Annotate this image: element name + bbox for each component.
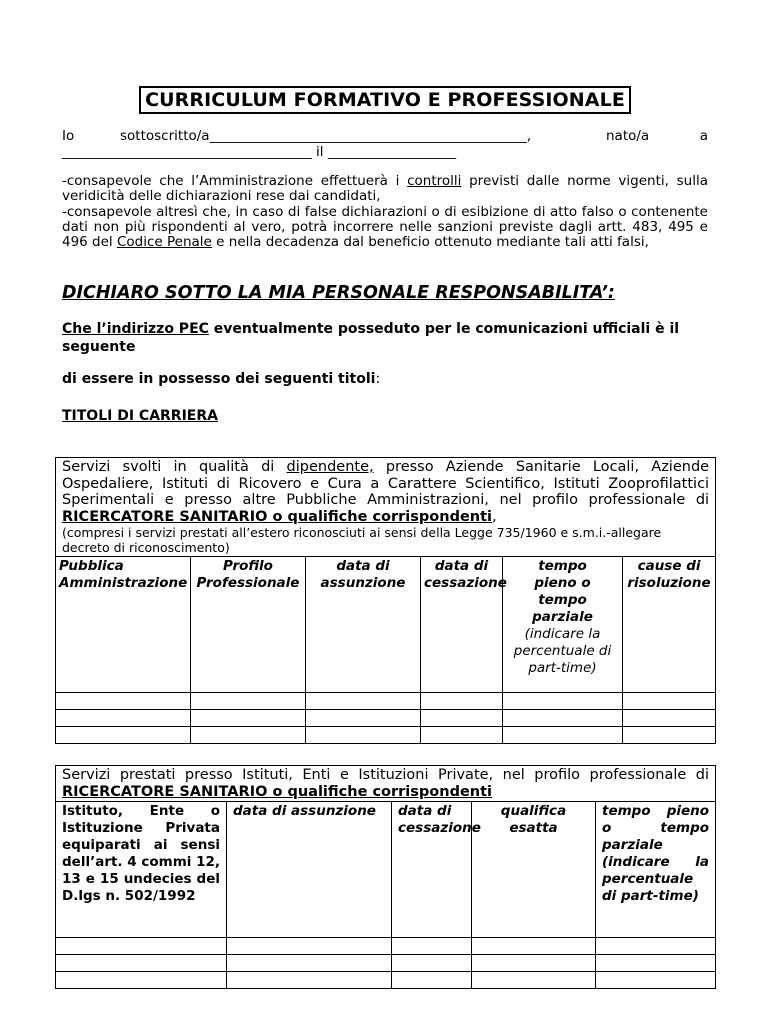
titles-intro (62, 370, 380, 388)
awareness-2-text-b: e nella decadenza dal beneficio ottenuto mediante tali atti falsi, (211, 234, 649, 250)
pec-text: eventualmente posseduto per le comunicazioni ufficiali è il seguente (62, 321, 680, 355)
career-heading: TITOLI DI CARRIERA (62, 408, 218, 424)
table2-profile: RICERCATORE SANITARIO o qualifiche corrispondenti (62, 783, 493, 800)
table-row (56, 955, 716, 972)
penal-code-link[interactable]: Codice Penale (116, 234, 212, 250)
table1-profile: RICERCATORE SANITARIO o qualifiche corrispondenti (62, 508, 493, 525)
table-row (56, 727, 716, 744)
pec-label: Che l’indirizzo PEC (62, 321, 209, 337)
table1-intro-a: Servizi svolti in qualità di (62, 459, 287, 475)
titles-intro-colon: : (375, 371, 381, 387)
table2-intro-a: Servizi prestati presso Istituti, Enti e Istituzioni Private, nel profilo professionale di (62, 767, 710, 783)
col-public-administration: Pubblica Amministrazione (56, 557, 191, 693)
employee-link[interactable]: dipendente, (286, 459, 374, 475)
pec-statement (62, 320, 708, 356)
title-wrapper (62, 86, 708, 114)
col-exact-qualification: qualifica esatta (472, 802, 596, 938)
table-employee-services (55, 457, 716, 744)
col-full-part-time-label: tempo pieno o tempo parziale (532, 558, 593, 625)
awareness-2-text-a: -consapevole altresì che, in caso di false dichiarazioni o di esibizione di atto falso o contenente dati non più rispondenti al vero, potrà incorrere nelle sanzioni previste dagli artt. 483, 495 e 496 del (62, 204, 708, 250)
col-hire-date-2: data di assunzione (227, 802, 392, 938)
declarant-io: Io (62, 128, 75, 144)
col-termination-cause: cause di risoluzione (623, 557, 716, 693)
col-institution: Istituto, Ente o Istituzione Privata equiparati ai sensi dell’art. 4 commi 12, 13 e 15 undecies del D.lgs n. 502/1992 (56, 802, 227, 938)
table-private-services (55, 765, 716, 989)
declarant-birth-field[interactable]: _____________________________________ il ___________________ (62, 144, 457, 160)
controls-link[interactable]: controlli (407, 173, 462, 189)
col-hire-date: data di assunzione (306, 557, 421, 693)
table1-intro-cell (56, 458, 716, 557)
col-full-part-time (503, 557, 623, 693)
table1-intro-c: , (492, 508, 497, 525)
table-row (56, 972, 716, 989)
table1-intro (62, 459, 709, 525)
table1-intro-b: presso Aziende Sanitarie Locali, Aziende Ospedaliere, Istituti di Ricovero e Cura a Carattere Scientifico, Istituti Zooprofilattici Sperimentali e presso altre Pubbliche Amministrazioni, nel profilo professionale di (62, 459, 710, 508)
table2-intro (62, 767, 709, 800)
table-row (56, 710, 716, 727)
declarant-born-label: nato/a (606, 128, 650, 144)
awareness-paragraph-2 (62, 205, 708, 250)
col-professional-profile: Profilo Professionale (191, 557, 306, 693)
table-row (56, 693, 716, 710)
table2-intro-cell (56, 766, 716, 802)
col-termination-date: data di cessazione (421, 557, 503, 693)
awareness-paragraph-1 (62, 174, 708, 204)
declaration-heading: DICHIARO SOTTO LA MIA PERSONALE RESPONSABILITA’: (62, 283, 615, 303)
declarant-a-label: a (699, 128, 708, 144)
document-title: CURRICULUM FORMATIVO E PROFESSIONALE (139, 86, 631, 114)
awareness-1-text-b: previsti dalle norme vigenti, sulla veridicità delle dichiarazioni rese dai candidati, (62, 173, 708, 204)
col-full-part-time-2: tempo pieno o tempo parziale (indicare la percentuale di part-time) (596, 802, 716, 938)
declarant-name-field[interactable]: sottoscritto/a_______________________________________________, (120, 128, 532, 144)
titles-intro-text: di essere in possesso dei seguenti titoli (62, 371, 376, 387)
col-part-time-note: (indicare la percentuale di part-time) (513, 626, 612, 676)
col-termination-date-2: data di cessazione (392, 802, 472, 938)
table-row (56, 938, 716, 955)
table1-note: (compresi i servizi prestati all’estero riconosciuti ai sensi della Legge 735/1960 e s.m.i.-allegare decreto di riconoscimento) (62, 525, 662, 555)
awareness-1-text-a: -consapevole che l’Amministrazione effettuerà i (62, 173, 408, 189)
